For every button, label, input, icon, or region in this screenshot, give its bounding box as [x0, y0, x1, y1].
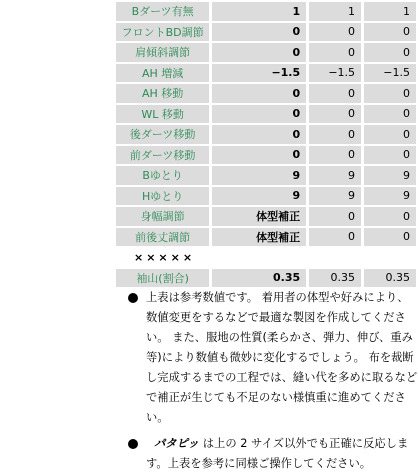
- value-col3: 0: [364, 125, 416, 144]
- bullet-icon: [128, 293, 138, 303]
- table-row: [116, 105, 416, 124]
- bullet-icon: [128, 439, 138, 449]
- row-label: Bゆとり: [116, 166, 209, 185]
- table-row: [116, 228, 416, 247]
- value-col3: 0: [364, 146, 416, 165]
- value-col3: 0: [364, 23, 416, 42]
- total-col1: 0.35: [212, 269, 306, 288]
- row-label: AH 移動: [116, 84, 209, 103]
- value-col2: 0: [309, 125, 361, 144]
- total-col3: 0.35: [364, 269, 416, 288]
- row-label: フロントBD調節: [116, 23, 209, 42]
- value-col1: 0: [212, 125, 306, 144]
- value-col2: 0: [309, 23, 361, 42]
- row-label: AH 増減: [116, 64, 209, 83]
- total-col2: 0.35: [309, 269, 361, 288]
- separator-marks: ×××××: [134, 250, 196, 264]
- value-col3: 0: [364, 84, 416, 103]
- value-col2: 0: [309, 228, 361, 247]
- value-col1: 0: [212, 84, 306, 103]
- value-col2: 1: [309, 2, 361, 21]
- note-text: は上の 2 サイズ以外でも正確に反応します。上表を参考に同様ご操作してください。: [146, 437, 409, 470]
- value-col2: 9: [309, 166, 361, 185]
- value-col3: 1: [364, 2, 416, 21]
- value-col3: 0: [364, 105, 416, 124]
- row-label: Bダーツ有無: [116, 2, 209, 21]
- value-col3: 9: [364, 187, 416, 206]
- value-col3: 0: [364, 228, 416, 247]
- value-col1: 0: [212, 23, 306, 42]
- value-col2: 0: [309, 207, 361, 226]
- value-col3: 0: [364, 43, 416, 62]
- note-item: [118, 288, 418, 428]
- table-row: [116, 43, 416, 62]
- table-row: [116, 64, 416, 83]
- row-label: 身幅調節: [116, 207, 209, 226]
- table-row: [116, 187, 416, 206]
- notes: [118, 288, 418, 474]
- value-col1: 0: [212, 146, 306, 165]
- value-col2: −1.5: [309, 64, 361, 83]
- value-col1: 0: [212, 43, 306, 62]
- row-label: WL 移動: [116, 105, 209, 124]
- value-col2: 9: [309, 187, 361, 206]
- value-col1: 9: [212, 166, 306, 185]
- value-col2: 0: [309, 84, 361, 103]
- table-row: [116, 84, 416, 103]
- value-col1: 体型補正: [212, 228, 306, 247]
- total-label: 袖山(割合): [116, 269, 209, 288]
- value-col3: −1.5: [364, 64, 416, 83]
- value-col2: 0: [309, 146, 361, 165]
- brand-name: パタピッ: [154, 437, 199, 450]
- value-col3: 0: [364, 207, 416, 226]
- value-col1: 体型補正: [212, 207, 306, 226]
- value-col3: 9: [364, 166, 416, 185]
- row-label: 前後丈調節: [116, 228, 209, 247]
- table-row: [116, 2, 416, 21]
- table-row: [116, 166, 416, 185]
- note-item: [118, 434, 418, 474]
- row-label: 後ダーツ移動: [116, 125, 209, 144]
- table-row: [116, 146, 416, 165]
- value-col2: 0: [309, 105, 361, 124]
- value-col1: 9: [212, 187, 306, 206]
- row-label: 前ダーツ移動: [116, 146, 209, 165]
- row-label: 肩傾斜調節: [116, 43, 209, 62]
- table-row: [116, 125, 416, 144]
- value-col1: 1: [212, 2, 306, 21]
- table-row: [116, 207, 416, 226]
- row-label: Hゆとり: [116, 187, 209, 206]
- note-text: 上表は参考数値です。 着用者の体型や好みにより、数値変更をするなどで最適な製図を作成してください。 また、服地の性質(柔らかさ、弾力、伸び、重み等)により数値も微妙に変化するでしょう。 布を裁断し完成するまでの工程では、縫い代を多めに取るなどで補正が生じても不足のない様慎重に進めてください。: [146, 291, 418, 424]
- value-col1: 0: [212, 105, 306, 124]
- separator-row: [116, 248, 416, 267]
- total-row: [116, 269, 416, 288]
- value-col1: −1.5: [212, 64, 306, 83]
- value-col2: 0: [309, 43, 361, 62]
- settings-table: [116, 0, 416, 289]
- table-row: [116, 23, 416, 42]
